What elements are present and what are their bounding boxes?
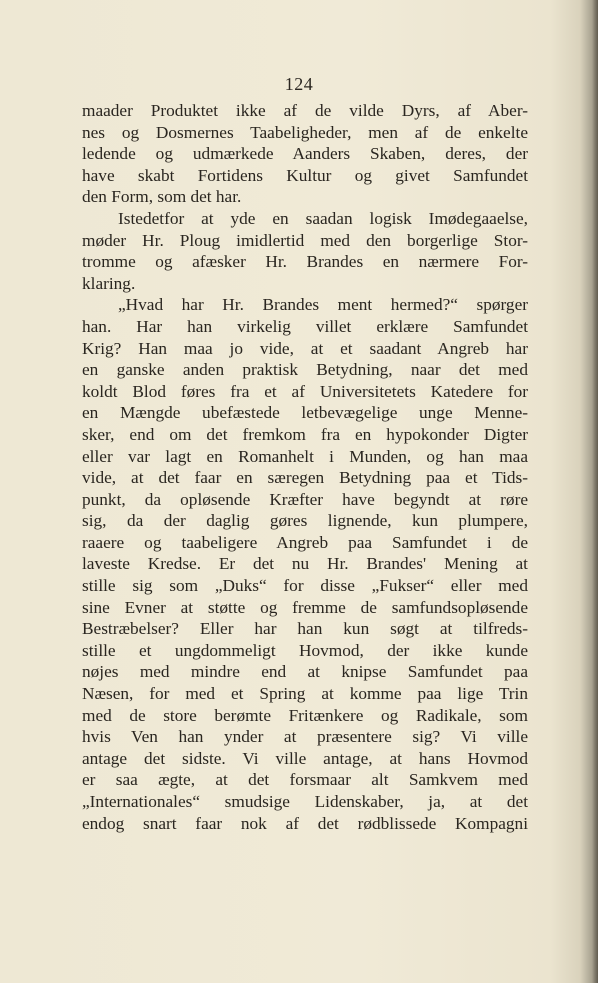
- text-line: Istedetfor at yde en saadan logisk Imødegaaelse,: [118, 208, 528, 228]
- text-line: møder Hr. Ploug imidlertid med den borgerlige Stor-: [82, 230, 528, 250]
- text-line: sig, da der daglig gøres lignende, kun plumpere,: [82, 511, 528, 531]
- text-line: sker, end om det fremkom fra en hypokonder Digter: [82, 424, 528, 444]
- text-line: endog snart faar nok af det rødblissede Kompagni: [82, 813, 528, 833]
- page-edge-shadow: [592, 0, 598, 983]
- text-line: Krig? Han maa jo vide, at et saadant Angreb har: [82, 338, 528, 358]
- body-text: [82, 100, 528, 834]
- text-line: vide, at det faar en særegen Betydning paa et Tids-: [82, 468, 528, 488]
- text-line: den Form, som det har.: [82, 187, 242, 207]
- text-line: tromme og afæsker Hr. Brandes en nærmere For-: [82, 252, 528, 272]
- text-line: nes og Dosmernes Taabeligheder, men af de enkelte: [82, 122, 528, 142]
- text-line: stille et ungdommeligt Hovmod, der ikke kunde: [82, 640, 528, 660]
- text-line: han. Har han virkelig villet erklære Samfundet: [82, 316, 528, 336]
- text-line: koldt Blod føres fra et af Universitetets Katedere for: [82, 381, 528, 401]
- text-line: „Internationales“ smudsige Lidenskaber, ja, at det: [82, 792, 528, 811]
- page-number: 124: [284, 74, 314, 94]
- text-line: maader Produktet ikke af de vilde Dyrs, af Aber-: [82, 101, 528, 120]
- text-line: nøjes med mindre end at knipse Samfundet paa: [82, 662, 528, 682]
- text-line: eller var lagt en Romanhelt i Munden, og han maa: [82, 446, 528, 466]
- text-line: en ganske anden praktisk Betydning, naar det med: [82, 360, 528, 380]
- text-line: raaere og taabeligere Angreb paa Samfundet i de: [82, 532, 528, 552]
- text-line: klaring.: [82, 273, 136, 293]
- text-line: Bestræbelser? Eller har han kun søgt at tilfreds-: [82, 619, 528, 639]
- text-line: have skabt Fortidens Kultur og givet Samfundet: [82, 165, 528, 185]
- text-line: punkt, da opløsende Kræfter have begyndt at røre: [82, 489, 528, 509]
- text-line: „Hvad har Hr. Brandes ment hermed?“ spørger: [118, 295, 528, 315]
- text-line: Næsen, for med et Spring at komme paa lige Trin: [82, 684, 528, 704]
- text-line: hvis Ven han ynder at præsentere sig? Vi ville: [82, 727, 528, 747]
- text-line: er saa ægte, at det forsmaar alt Samkvem med: [82, 770, 528, 790]
- text-line: stille sig som „Duks“ for disse „Fukser“ eller med: [82, 576, 528, 596]
- text-line: ledende og udmærkede Aanders Skaben, deres, der: [82, 144, 528, 164]
- text-line: sine Evner at støtte og fremme de samfundsopløsende: [82, 597, 528, 617]
- text-line: med de store berømte Fritænkere og Radikale, som: [82, 705, 528, 725]
- text-line: en Mængde ubefæstede letbevægelige unge Menne-: [82, 403, 528, 423]
- text-line: laveste Kredse. Er det nu Hr. Brandes' Mening at: [82, 554, 528, 574]
- text-line: antage det sidste. Vi ville antage, at hans Hovmod: [82, 748, 528, 768]
